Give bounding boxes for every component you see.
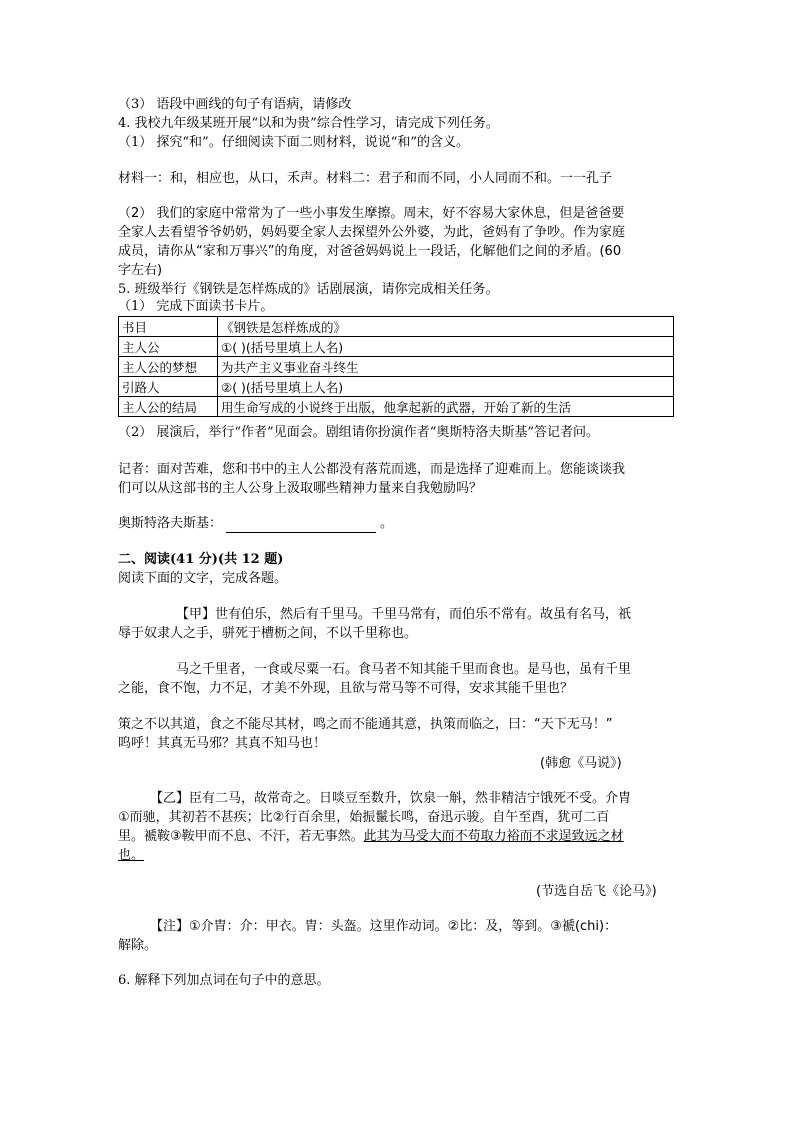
author-end: 。 [380, 516, 394, 531]
question-6: 6. 解释下列加点词在句子中的意思。 [118, 973, 330, 988]
yi-line-3: 里。褫鞍③鞍甲而不息、不汗，若无事然。此其为马受大而不苟取力裕而不求逞致远之材 [118, 829, 624, 844]
answer-blank[interactable] [226, 518, 376, 533]
material-text: 材料一：和，相应也，从口，禾声。材料二：君子和而不同，小人同而不和。一一孔子 [118, 171, 613, 186]
question-4-1: （1） 探究“和”。仔细阅读下面二则材料，说说“和”的含义。 [118, 135, 469, 150]
table-row [119, 397, 674, 417]
author-label: 奥斯特洛夫斯基： [118, 516, 223, 531]
table-row [119, 317, 674, 337]
card-value: 为共产主义事业奋斗终生 [218, 357, 674, 377]
card-value: 《钢铁是怎样炼成的》 [218, 317, 674, 337]
card-key: 书目 [119, 317, 218, 337]
question-5-1: （1） 完成下面读书卡片。 [118, 299, 274, 314]
reading-intro: 阅读下面的文字，完成各题。 [118, 571, 288, 586]
yi-source: (节选自岳飞《论马》) [536, 884, 657, 899]
card-key: 主人公的梦想 [119, 357, 218, 377]
jia-source: (韩愈《马说》) [540, 756, 622, 771]
underlined-sentence: 此其为马受大而不苟取力裕而不求逞致远之材 [363, 829, 624, 844]
section-heading: 二、阅读(41 分)(共 12 题) [118, 552, 284, 567]
card-value: ①( )(括号里填上人名) [218, 337, 674, 357]
underlined-sentence-end: 也。 [118, 848, 145, 863]
table-row [119, 337, 674, 357]
question-5-2: （2） 展演后，举行“作者”见面会。剧组请你扮演作者“奥斯特洛夫斯基”答记者问。 [118, 425, 599, 440]
card-value: ②( )(括号里填上人名) [218, 377, 674, 397]
table-row [119, 377, 674, 397]
question-4: 4. 我校九年级某班开展“以和为贵”综合性学习，请完成下列任务。 [118, 116, 499, 131]
card-key: 主人公的结局 [119, 397, 218, 417]
table-row [119, 357, 674, 377]
card-value: 用生命写成的小说终于出版，他拿起新的武器，开始了新的生活 [218, 397, 674, 417]
question-5: 5. 班级举行《钢铁是怎样炼成的》话剧展演，请你完成相关任务。 [118, 282, 499, 297]
author-answer-line [118, 515, 393, 533]
reading-card-table [118, 316, 674, 417]
question-3: （3） 语段中画线的句子有语病，请修改 [118, 97, 352, 112]
card-key: 主人公 [119, 337, 218, 357]
card-key: 引路人 [119, 377, 218, 397]
